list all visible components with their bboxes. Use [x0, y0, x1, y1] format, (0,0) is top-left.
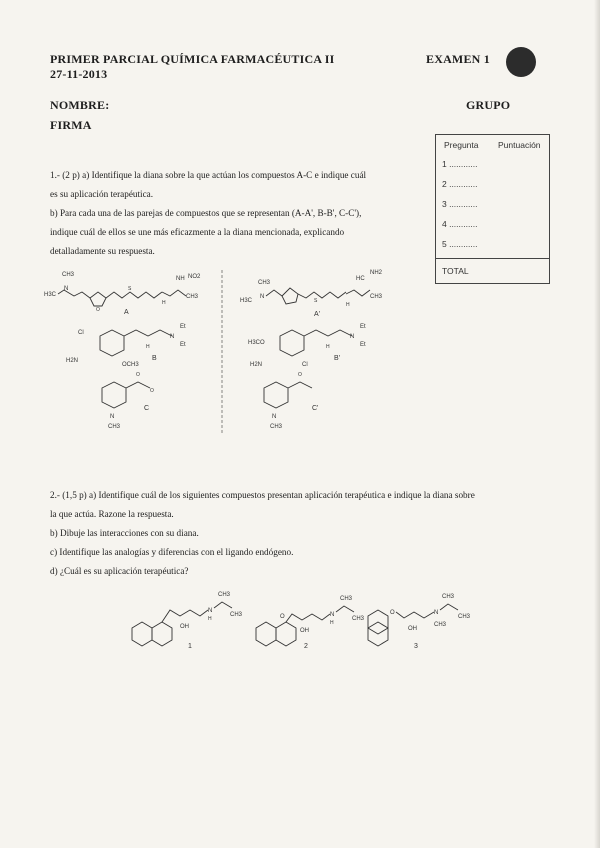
atom-ch3-5: CH3 [108, 424, 121, 430]
q1-line-2: es su aplicación terapéutica. [50, 189, 154, 199]
compound-2 [256, 596, 365, 650]
atom-nh: NH [176, 276, 185, 282]
q1-line-1: 1.- (2 p) a) Identifique la diana sobre la que actúan los compuestos A-C e indique cuál [50, 170, 367, 180]
atom-ch3-2: CH3 [186, 294, 199, 300]
atom-ch3: CH3 [62, 272, 75, 278]
atom-ch3-3: CH3 [258, 280, 271, 286]
svg-text:S: S [128, 286, 132, 292]
atom-h-5: H [208, 616, 212, 622]
compound-3 [368, 594, 471, 650]
atom-h3c-2: H3C [240, 298, 253, 304]
atom-ch3-4: CH3 [370, 294, 383, 300]
atom-hc: HC [356, 276, 365, 282]
signature-label: FIRMA [50, 118, 92, 132]
compound-B-prime [248, 324, 366, 368]
atom-nh2: NH2 [370, 270, 383, 276]
atom-h: H [162, 300, 166, 306]
q1-line-4: indique cuál de ellos se une más eficazmente a la diana mencionada, explicando [50, 227, 345, 237]
atom-n-3: N [170, 334, 175, 340]
name-label: NOMBRE: [50, 98, 110, 112]
q2-line-4: c) Identifique las analogías y diferencias con el ligando endógeno. [50, 547, 294, 557]
q1-line-3: b) Para cada una de las parejas de compuestos que se representan (A-A', B-B', C-C'), [50, 208, 362, 218]
score-table-score-header: Puntuación [498, 140, 541, 150]
atom-h-2: H [346, 302, 350, 308]
score-table-divider [436, 258, 549, 259]
exam-seal-mark [506, 47, 536, 77]
atom-n: N [64, 286, 69, 292]
score-table-question-header: Pregunta [444, 140, 479, 150]
score-row-1: 1 ............ [442, 159, 478, 169]
q2-structures-figure [128, 586, 498, 658]
atom-oh-3: OH [408, 626, 417, 632]
atom-o-5: O [280, 614, 285, 620]
atom-och3: OCH3 [122, 362, 139, 368]
atom-et-4: Et [360, 342, 366, 348]
atom-oh-2: OH [300, 628, 309, 634]
q2-line-3: b) Dibuje las interacciones con su diana. [50, 528, 199, 538]
atom-ch3-12: CH3 [442, 594, 455, 600]
score-row-5: 5 ............ [442, 239, 478, 249]
atom-n-8: N [330, 612, 335, 618]
atom-n-9: N [434, 610, 439, 616]
label-B-prime: B' [334, 355, 341, 362]
atom-h-6: H [330, 620, 334, 626]
label-3: 3 [414, 643, 418, 650]
exam-date: 27-11-2013 [50, 67, 108, 81]
label-A: A [124, 309, 129, 316]
atom-n-6: N [272, 414, 277, 420]
atom-o-4: O [298, 372, 302, 378]
question-2 [50, 486, 570, 581]
atom-oh: OH [180, 624, 189, 630]
compound-C [102, 372, 154, 430]
label-C: C [144, 405, 150, 412]
score-row-3: 3 ............ [442, 199, 478, 209]
atom-ch3-10: CH3 [352, 616, 365, 622]
atom-n-7: N [208, 608, 213, 614]
compound-1 [132, 592, 243, 650]
atom-ch3-13: CH3 [458, 614, 471, 620]
atom-ch3-6: CH3 [270, 424, 283, 430]
atom-ch3-9: CH3 [340, 596, 353, 602]
q2-line-2: la que actúa. Razone la respuesta. [50, 509, 174, 519]
atom-ch3-8: CH3 [230, 612, 243, 618]
label-B: B [152, 355, 157, 362]
compound-C-prime [264, 372, 318, 430]
q2-line-1: 2.- (1,5 p) a) Identifique cuál de los siguientes compuestos presentan aplicación terapéutica e indique la diana sobre [50, 490, 475, 500]
label-A-prime: A' [314, 311, 321, 318]
atom-no2: NO2 [188, 274, 201, 280]
exam-number: EXAMEN 1 [426, 52, 490, 66]
group-label: GRUPO [466, 98, 511, 112]
atom-o: O [96, 307, 100, 313]
atom-h-4: H [326, 344, 330, 350]
score-table [435, 134, 550, 284]
atom-o-6: O [390, 610, 395, 616]
question-1 [50, 166, 450, 261]
label-2: 2 [304, 643, 308, 650]
compound-A [44, 272, 201, 316]
atom-cl: Cl [78, 330, 84, 336]
label-C-prime: C' [312, 405, 319, 412]
q2-line-5: d) ¿Cuál es su aplicación terapéutica? [50, 566, 189, 576]
atom-n-4: N [350, 334, 355, 340]
svg-text:S: S [314, 298, 318, 304]
atom-ch3-11: CH3 [434, 622, 447, 628]
atom-cl-2: Cl [302, 362, 308, 368]
score-row-2: 2 ............ [442, 179, 478, 189]
atom-h2n: H2N [66, 358, 79, 364]
atom-o-2: O [136, 372, 140, 378]
atom-h-3: H [146, 344, 150, 350]
label-1: 1 [188, 643, 192, 650]
atom-ch3-7: CH3 [218, 592, 231, 598]
atom-n-5: N [110, 414, 115, 420]
exam-title: PRIMER PARCIAL QUÍMICA FARMACÉUTICA II [50, 52, 335, 66]
compound-A-prime [240, 270, 383, 318]
q1-structures-figure [40, 268, 470, 438]
q1-line-5: detalladamente su respuesta. [50, 246, 155, 256]
page-edge-shadow [594, 0, 600, 848]
atom-h3co: H3CO [248, 340, 265, 346]
atom-h2n-2: H2N [250, 362, 263, 368]
compound-B [66, 324, 186, 368]
atom-o-3: O [150, 388, 154, 394]
atom-n-2: N [260, 294, 265, 300]
atom-h3c: H3C [44, 292, 57, 298]
atom-et: Et [180, 324, 186, 330]
score-row-4: 4 ............ [442, 219, 478, 229]
atom-et-3: Et [360, 324, 366, 330]
atom-et-2: Et [180, 342, 186, 348]
score-total-label: TOTAL [442, 266, 469, 276]
